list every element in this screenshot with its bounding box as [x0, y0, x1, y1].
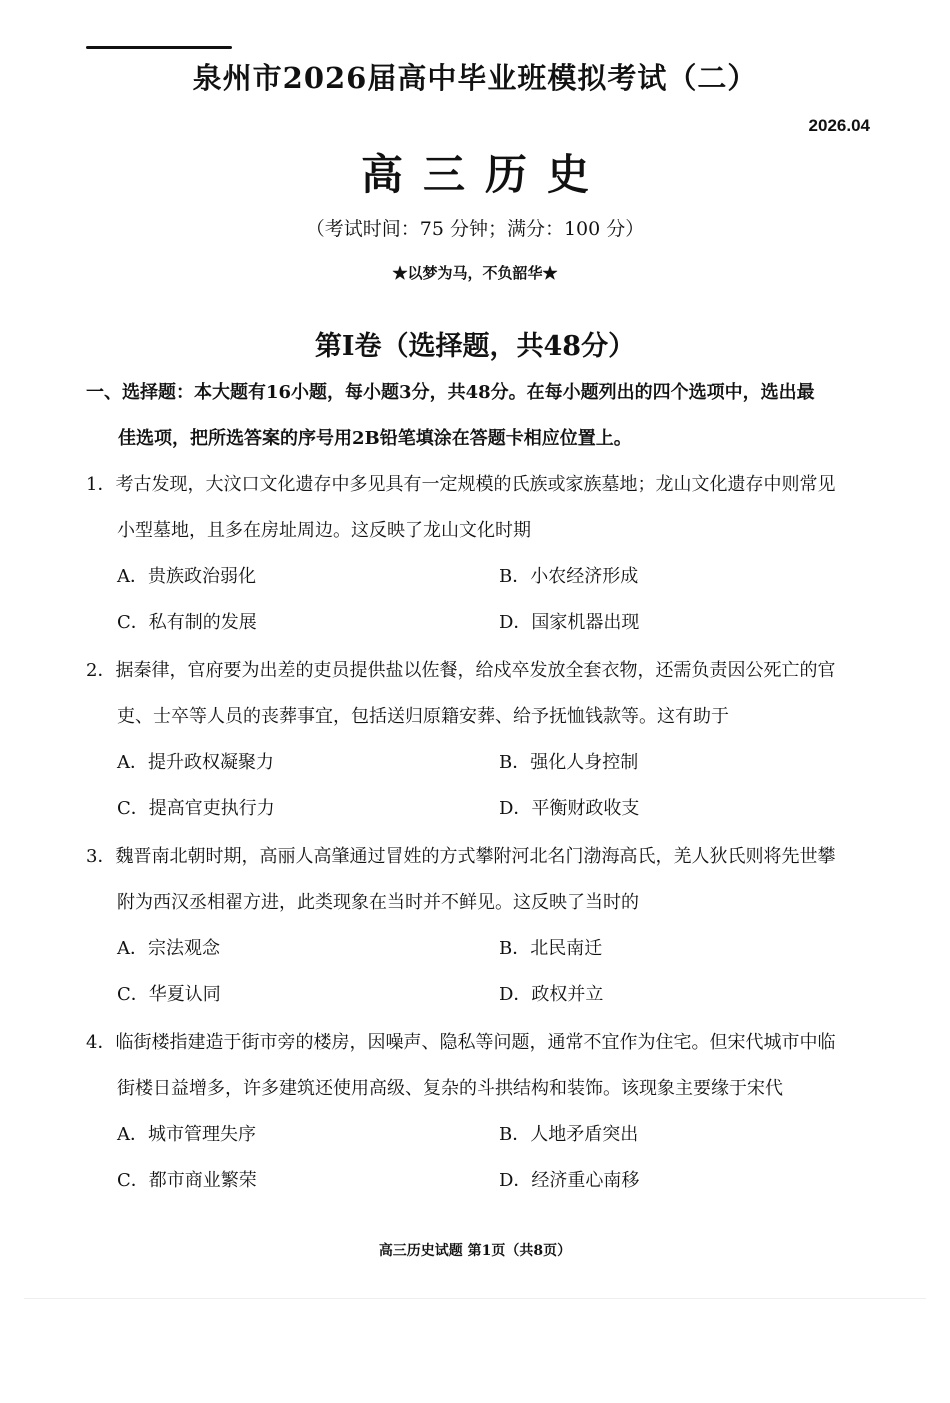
option-group [86, 740, 876, 832]
option-group [86, 926, 876, 1018]
question-stem: 小型墓地，且多在房址周边。这反映了龙山文化时期 [117, 520, 531, 541]
option-c: C．都市商业繁荣 [117, 1170, 257, 1191]
option-d: D．国家机器出现 [499, 612, 640, 633]
question-stem: 附为西汉丞相翟方进，此类现象在当时并不鲜见。这反映了当时的 [117, 892, 639, 913]
option-d: D．经济重心南移 [499, 1170, 640, 1191]
option-b: B．北民南迁 [499, 938, 603, 959]
question-stem: 4．临街楼指建造于街市旁的楼房，因噪声、隐私等问题，通常不宜作为住宅。但宋代城市中临 [86, 1032, 836, 1053]
option-b: B．强化人身控制 [499, 752, 639, 773]
option-a: A．贵族政治弱化 [117, 566, 256, 587]
page-footer: 高三历史试题 第1页（共8页） [378, 1243, 572, 1259]
top-rule [86, 46, 232, 49]
subject-title: 高三历史 [360, 150, 609, 199]
question-stem: 2．据秦律，官府要为出差的吏员提供盐以佐餐，给戍卒发放全套衣物，还需负责因公死亡的官 [86, 660, 836, 681]
question-4 [86, 1020, 876, 1204]
option-a: A．宗法观念 [117, 938, 220, 959]
question-2 [86, 648, 876, 832]
motto: ★以梦为马，不负韶华★ [392, 264, 558, 282]
option-group [86, 1112, 876, 1204]
question-1 [86, 462, 876, 646]
page-edge-rule [24, 1298, 926, 1299]
option-group [86, 554, 876, 646]
option-d: D．平衡财政收支 [499, 798, 640, 819]
option-a: A．提升政权凝聚力 [117, 752, 274, 773]
question-3 [86, 834, 876, 1018]
question-stem: 3．魏晋南北朝时期，高丽人高肇通过冒姓的方式攀附河北名门渤海高氏，羌人狄氏则将先世攀 [86, 846, 836, 867]
option-c: C．华夏认同 [117, 984, 221, 1005]
question-stem: 街楼日益增多，许多建筑还使用高级、复杂的斗拱结构和装饰。该现象主要缘于宋代 [117, 1078, 783, 1099]
option-c: C．私有制的发展 [117, 612, 257, 633]
exam-info: （考试时间：75 分钟；满分：100 分） [305, 218, 645, 240]
instruction-line: 佳选项，把所选答案的序号用2B铅笔填涂在答题卡相应位置上。 [118, 428, 632, 449]
section-instructions [86, 370, 876, 462]
option-b: B．小农经济形成 [499, 566, 639, 587]
option-d: D．政权并立 [499, 984, 604, 1005]
option-a: A．城市管理失序 [117, 1124, 256, 1145]
question-stem: 1．考古发现，大汶口文化遗存中多见具有一定规模的氏族或家族墓地；龙山文化遗存中则常见 [86, 474, 836, 495]
exam-title: 泉州市2026届高中毕业班模拟考试（二） [192, 61, 758, 95]
exam-date: 2026.04 [808, 116, 870, 135]
section-title: 第I卷（选择题，共48分） [314, 331, 636, 362]
question-stem: 吏、士卒等人员的丧葬事宜，包括送归原籍安葬、给予抚恤钱款等。这有助于 [117, 706, 729, 727]
option-c: C．提高官吏执行力 [117, 798, 275, 819]
option-b: B．人地矛盾突出 [499, 1124, 639, 1145]
instruction-line: 一、选择题：本大题有16小题，每小题3分，共48分。在每小题列出的四个选项中，选出最 [86, 382, 815, 403]
